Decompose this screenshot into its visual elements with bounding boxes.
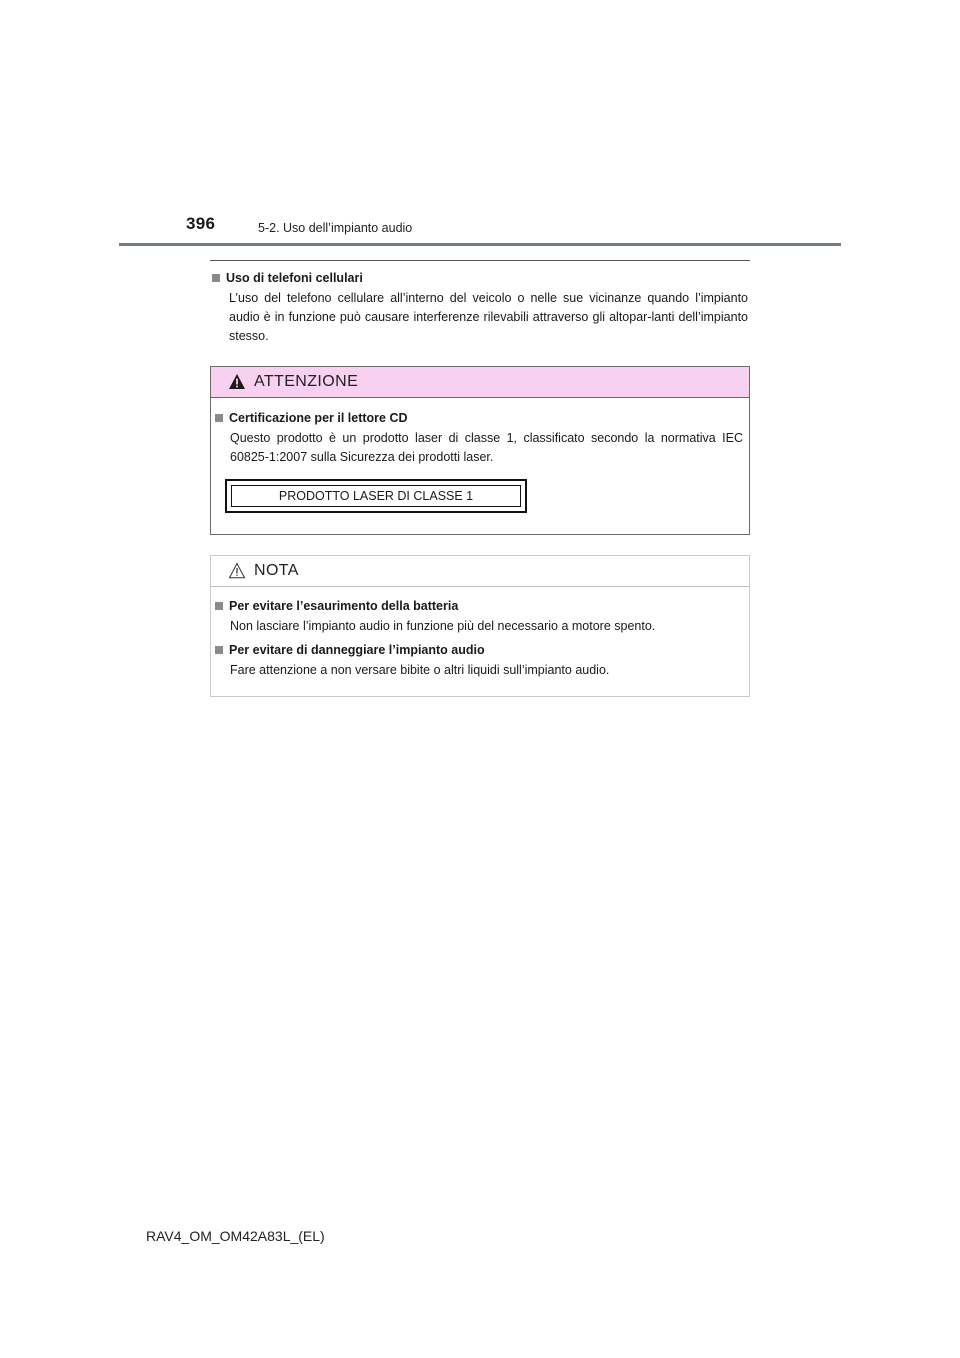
note-text-1: Non lasciare l’impianto audio in funzione più del necessario a motore spento.: [230, 619, 656, 633]
note-heading-1: [215, 598, 743, 614]
caution-triangle-icon: [228, 562, 246, 579]
warning-heading: [215, 410, 743, 426]
warning-triangle-icon: [228, 373, 246, 390]
note-text-2: Fare attenzione a non versare bibite o altri liquidi sull’impianto audio.: [230, 663, 610, 677]
cellphone-section: [212, 270, 748, 346]
note-heading-2-text: Per evitare di danneggiare l’impianto audio: [229, 643, 485, 657]
warning-text: Questo prodotto è un prodotto laser di classe 1, classificato secondo la normativa IEC 60825-1:2007 sulla Sicurezza dei prodotti laser.: [230, 431, 743, 464]
warning-body: [215, 410, 743, 467]
header-rule: [119, 243, 841, 246]
laser-class-label: [225, 479, 527, 513]
square-bullet-icon: [212, 274, 220, 282]
note-item-1: [215, 598, 743, 636]
section-title: 5-2. Uso dell’impianto audio: [258, 221, 413, 235]
cellphone-heading: [212, 270, 748, 286]
laser-class-label-text: PRODOTTO LASER DI CLASSE 1: [231, 485, 521, 507]
note-heading-1-text: Per evitare l’esaurimento della batteria: [229, 599, 459, 613]
cellphone-text: L’uso del telefono cellulare all’interno del veicolo o nelle sue vicinanze quando l’impianto audio è in funzione può causare interferenze rilevabili attraverso gli altopar-lanti dell’impianto stesso.: [229, 291, 748, 343]
note-header: [211, 556, 749, 587]
page-number: 396: [186, 214, 216, 233]
note-box: [210, 555, 750, 697]
cellphone-heading-text: Uso di telefoni cellulari: [226, 271, 363, 285]
warning-heading-text: Certificazione per il lettore CD: [229, 411, 408, 425]
note-item-2: [215, 642, 743, 680]
warning-title: ATTENZIONE: [254, 373, 359, 390]
document-code: RAV4_OM_OM42A83L_(EL): [146, 1228, 325, 1244]
square-bullet-icon: [215, 646, 223, 654]
section-divider: [210, 260, 750, 261]
note-title: NOTA: [254, 562, 299, 579]
warning-header: [211, 367, 749, 398]
square-bullet-icon: [215, 414, 223, 422]
note-heading-2: [215, 642, 743, 658]
square-bullet-icon: [215, 602, 223, 610]
